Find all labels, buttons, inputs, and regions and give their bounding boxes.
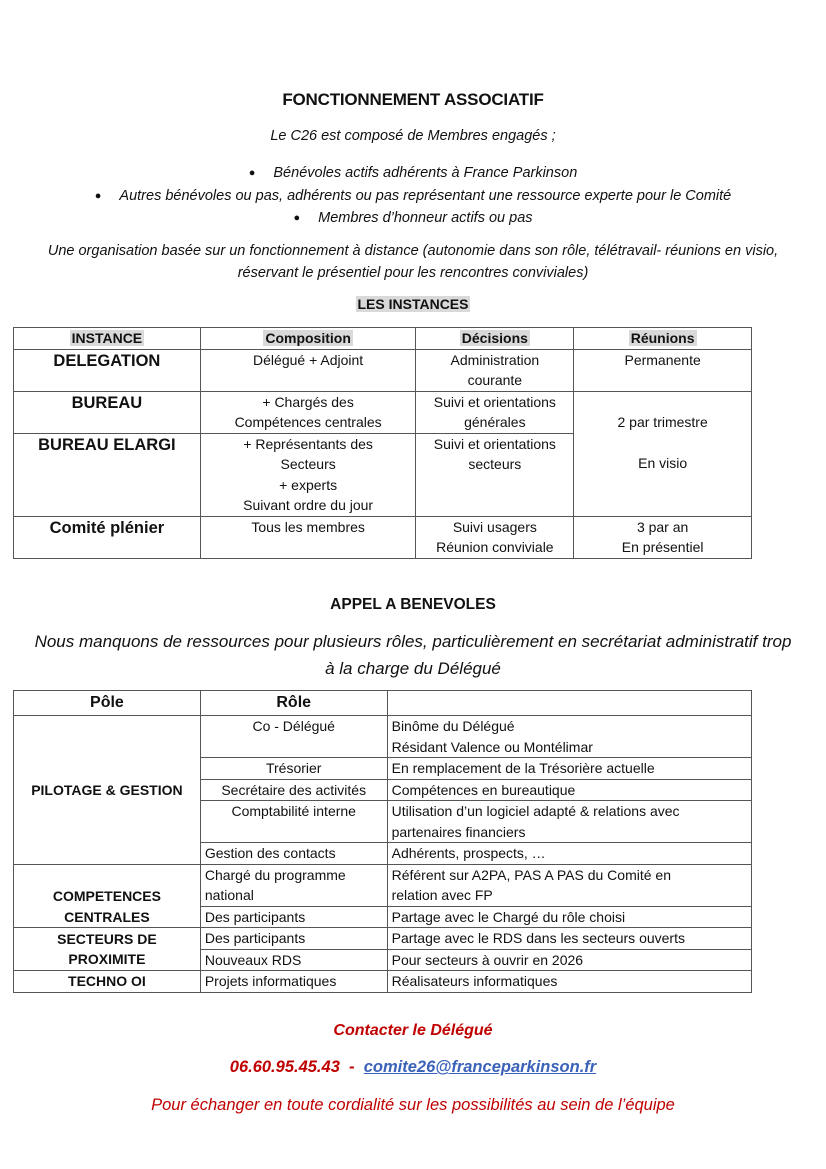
composition-cell: + Représentants des Secteurs + experts Suivant ordre du jour [200,433,416,516]
pole-cell: COMPETENCES CENTRALES [14,864,201,928]
composition-cell: Tous les membres [200,516,416,558]
instance-cell: Comité plénier [14,516,201,558]
role-cell: Gestion des contacts [200,843,387,865]
description-cell: Adhérents, prospects, … [387,843,751,865]
roles-table [13,690,752,993]
list-item: ● Autres bénévoles ou pas, adhérents ou pas représentant une ressource experte pour le Comité [0,185,826,208]
organisation-text: Une organisation basée sur un fonctionnement à distance (autonomie dans son rôle, télétravail- réunions en visio, réservant le présentiel pour les rencontres conviviales) [47,243,779,281]
reunions-cell-shared: 2 par trimestre En visio [574,391,752,516]
column-header: Pôle [14,691,201,716]
table-header-row [14,328,752,350]
description-cell: Compétences en bureautique [387,779,751,801]
description-cell: Binôme du Délégué Résidant Valence ou Montélimar [387,716,751,758]
members-list [0,162,826,230]
role-cell: Secrétaire des activités [200,779,387,801]
description-cell: En remplacement de la Trésorière actuelle [387,758,751,780]
role-cell: Nouveaux RDS [200,949,387,971]
list-item: ● Membres d’honneur actifs ou pas [0,207,826,230]
description-cell: Utilisation d’un logiciel adapté & relations avec partenaires financiers [387,801,751,843]
composition-cell: + Chargés des Compétences centrales [200,391,416,433]
role-cell: Trésorier [200,758,387,780]
reunions-cell: Permanente [574,349,752,391]
column-header [387,691,751,716]
instance-cell: BUREAU ELARGI [14,433,201,516]
page-title: FONCTIONNEMENT ASSOCIATIF [282,90,544,109]
instance-cell: DELEGATION [14,349,201,391]
table-row [14,516,752,558]
table-row [14,716,752,758]
description-cell: Réalisateurs informatiques [387,971,751,993]
bullet-icon: ● [293,212,301,224]
phone-number: 06.60.95.45.43 [229,1058,340,1076]
description-cell: Partage avec le Chargé du rôle choisi [387,906,751,928]
bullet-icon: ● [248,167,256,179]
instances-table [13,327,752,559]
decisions-cell: Suivi usagers Réunion conviviale [416,516,574,558]
table-row [14,928,752,950]
contact-closing: Pour échanger en toute cordialité sur les possibilités au sein de l’équipe [151,1096,675,1114]
column-header: Réunions [574,328,752,350]
role-cell: Co - Délégué [200,716,387,758]
column-header: Décisions [416,328,574,350]
table-row [14,971,752,993]
table-header-row [14,691,752,716]
list-item: ● Bénévoles actifs adhérents à France Parkinson [0,162,826,185]
table-row [14,391,752,433]
email-link[interactable]: comite26@franceparkinson.fr [363,1058,597,1076]
contact-details: 06.60.95.45.43 - comite26@franceparkinson.fr [229,1058,597,1076]
column-header: INSTANCE [14,328,201,350]
role-cell: Chargé du programme national [200,864,387,906]
decisions-cell: Suivi et orientations secteurs [416,433,574,516]
role-cell: Des participants [200,906,387,928]
reunions-cell: 3 par an En présentiel [574,516,752,558]
composition-cell: Délégué + Adjoint [200,349,416,391]
pole-cell: TECHNO OI [14,971,201,993]
decisions-cell: Suivi et orientations générales [416,391,574,433]
instance-cell: BUREAU [14,391,201,433]
intro-text: Le C26 est composé de Membres engagés ; [270,128,556,144]
role-cell: Comptabilité interne [200,801,387,843]
column-header: Rôle [200,691,387,716]
pole-cell: SECTEURS DE PROXIMITE [14,928,201,971]
role-cell: Des participants [200,928,387,950]
column-header: Composition [200,328,416,350]
contact-heading: Contacter le Délégué [333,1022,493,1039]
table-row [14,349,752,391]
role-cell: Projets informatiques [200,971,387,993]
decisions-cell: Administration courante [416,349,574,391]
description-cell: Pour secteurs à ouvrir en 2026 [387,949,751,971]
table-row [14,864,752,906]
appeal-text: Nous manquons de ressources pour plusieurs rôles, particulièrement en secrétariat administratif trop à la charge du Délégué [34,632,792,678]
description-cell: Référent sur A2PA, PAS A PAS du Comité en relation avec FP [387,864,751,906]
benevoles-heading: APPEL A BENEVOLES [330,596,496,613]
bullet-icon: ● [94,189,102,202]
pole-cell: PILOTAGE & GESTION [14,716,201,865]
instances-heading: LES INSTANCES [357,296,469,312]
description-cell: Partage avec le RDS dans les secteurs ouverts [387,928,751,950]
